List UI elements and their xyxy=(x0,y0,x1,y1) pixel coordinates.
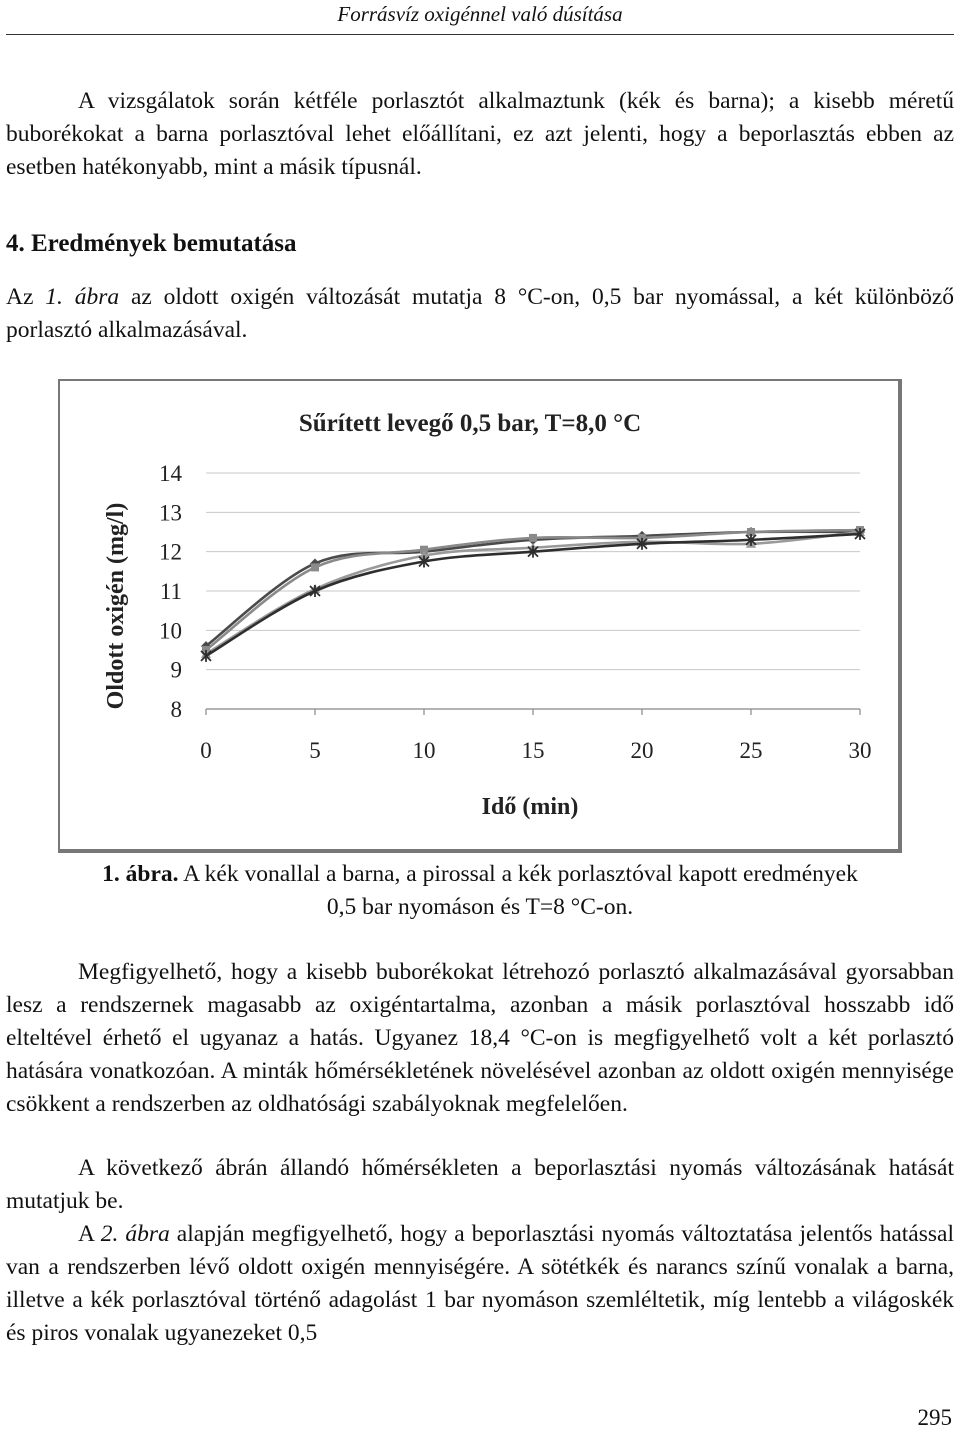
x-tick-label: 15 xyxy=(521,738,545,763)
dissolved-oxygen-chart xyxy=(60,381,900,851)
figure-caption-line2: 0,5 bar nyomáson és T=8 °C-on. xyxy=(326,894,634,920)
body-paragraph-3 xyxy=(6,1218,954,1350)
y-axis-label: Oldott oxigén (mg/l) xyxy=(103,502,129,710)
x-tick-label: 25 xyxy=(739,738,763,763)
header-rule xyxy=(6,34,954,35)
chart-series xyxy=(201,526,865,662)
x-tick-label: 30 xyxy=(848,738,872,763)
fig-ref-rest: az oldott oxigén változását mutatja 8 °C-on, 0,5 bar nyomással, a két különböző porlasztó alkalmazásával. xyxy=(6,284,954,343)
fig-ref-prefix: Az xyxy=(6,284,46,310)
figure-reference-paragraph xyxy=(6,281,954,347)
x-tick-label: 10 xyxy=(412,738,436,763)
y-tick-label: 8 xyxy=(170,697,182,722)
figure-caption-line1 xyxy=(0,858,960,891)
x-axis-label: Idő (min) xyxy=(481,794,579,820)
figure-frame xyxy=(58,379,902,853)
caption-text: A kék vonallal a barna, a pirossal a kék porlasztóval kapott eredmények xyxy=(178,861,858,887)
running-head: Forrásvíz oxigénnel való dúsítása xyxy=(337,2,623,26)
chart-grid xyxy=(206,473,860,709)
y-tick-label: 9 xyxy=(170,657,182,683)
data-point xyxy=(311,563,319,571)
body-paragraph-1: Megfigyelhető, hogy a kisebb buborékokat létrehozó porlasztó alkalmazásával gyorsabban lesz a rendszernek magasabb az oxigéntartalma, azonban a másik porlasztóval hosszabb idő elteltével érhető el ugyanaz a hatás. Ugyanez 18,4 °C-on is megfigyelhető volt a két porlasztó hatására vonatkozóan. A minták hőmérsékletének növelésével azonban az oldott oxigén mennyisége csökkent a rendszerben az oldhatósági szabályoknak megfelelően. xyxy=(6,959,954,1117)
section-heading: 4. Eredmények bemutatása xyxy=(6,230,297,257)
caption-label: 1. ábra. xyxy=(102,861,179,887)
intro-paragraph: A vizsgálatok során kétféle porlasztót alkalmaztunk (kék és barna); a kisebb méretű buborékokat a barna porlasztóval lehet előállítani, ez azt jelenti, hogy a beporlasztás ebben az esetben hatékonyabb, mint a másik típusnál. xyxy=(6,88,954,180)
y-tick-label: 14 xyxy=(159,461,182,486)
p3-italic: 2. ábra xyxy=(100,1221,170,1247)
page-number: 295 xyxy=(917,1405,952,1430)
body-paragraph-2: A következő ábrán állandó hőmérsékleten a beporlasztási nyomás változásának hatását mutatjuk be. xyxy=(6,1155,954,1214)
y-tick-label: 13 xyxy=(159,500,182,526)
y-tick-label: 10 xyxy=(159,618,182,644)
data-point xyxy=(529,534,537,542)
p3-prefix: A xyxy=(78,1221,101,1247)
x-tick-label: 0 xyxy=(200,738,212,763)
x-tick-label: 20 xyxy=(630,738,654,763)
y-tick-label: 11 xyxy=(159,579,182,604)
p3-rest: alapján megfigyelhető, hogy a beporlasztási nyomás változtatása jelentős hatással van a rendszerben lévő oldott oxigén mennyiségére. A sötétkék és narancs színű vonalak a barna, illetve a kék porlasztóval történő adagolást 1 bar nyomáson szemléltetik, míg lentebb a világoskék és piros vonalak ugyanezeket 0,5 xyxy=(6,1221,954,1346)
chart-title: Sűrített levegő 0,5 bar, T=8,0 °C xyxy=(298,410,642,437)
chart-axes xyxy=(159,461,872,763)
x-tick-label: 5 xyxy=(309,738,321,763)
y-tick-label: 12 xyxy=(159,539,182,565)
fig-ref-italic: 1. ábra xyxy=(45,284,120,310)
